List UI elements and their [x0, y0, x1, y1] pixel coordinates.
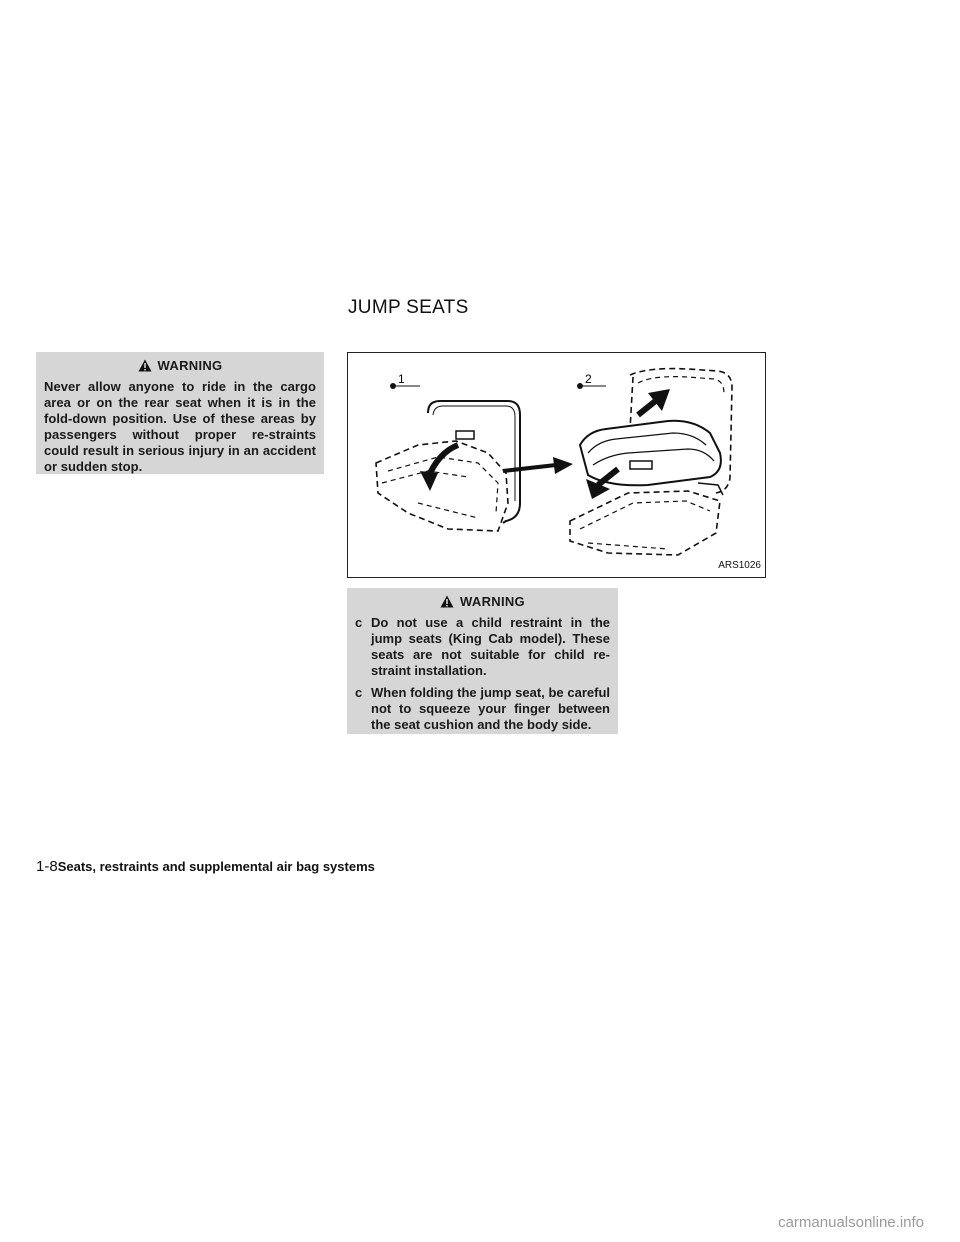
warning-bullet-list: [355, 615, 610, 733]
list-item: [355, 685, 610, 733]
callout-1: 1: [398, 372, 405, 386]
figure-code: ARS1026: [718, 560, 761, 571]
chapter-title: Seats, restraints and supplemental air bag systems: [57, 859, 375, 874]
warning-text: Never allow anyone to ride in the cargo area or on the rear seat when it is in the fold-down position. Use of these areas by passengers without proper re-straints could result in serious injury in an accident or sudden stop.: [44, 379, 316, 474]
warning-triangle-icon: [440, 595, 454, 608]
jump-seat-drawing: [348, 353, 765, 577]
warning-box-jump-seat: [347, 588, 618, 734]
warning-box-cargo: [36, 352, 324, 474]
watermark: carmanualsonline.info: [778, 1214, 924, 1231]
warning-triangle-icon: [138, 359, 152, 372]
section-title: JUMP SEATS: [348, 297, 469, 318]
list-item-text: When folding the jump seat, be careful not to squeeze your finger between the seat cushion and the body side.: [371, 685, 610, 732]
warning-heading: [44, 358, 316, 373]
warning-heading-label: WARNING: [460, 594, 525, 609]
warning-heading: [355, 594, 610, 609]
callout-2: 2: [585, 372, 592, 386]
list-item-text: Do not use a child restraint in the jump seats (King Cab model). These seats are not suitable for child re-straint installation.: [371, 615, 610, 678]
bullet-glyph: c: [355, 615, 363, 630]
list-item: [355, 615, 610, 679]
warning-heading-label: WARNING: [157, 358, 223, 373]
page-footer: [36, 858, 375, 875]
jump-seat-illustration: [347, 352, 766, 578]
bullet-glyph: c: [355, 685, 363, 700]
page-number: 1-8: [36, 858, 58, 875]
